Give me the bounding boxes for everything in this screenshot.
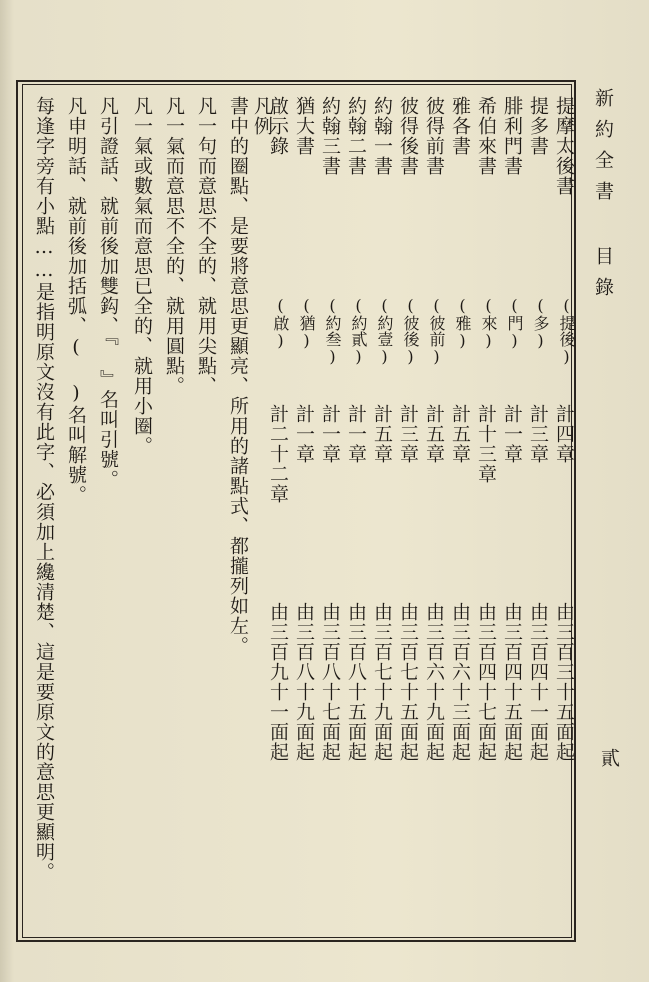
toc-page-range: 由三百八十七面起 — [319, 602, 341, 762]
toc-book-abbrev: (雅) — [453, 296, 472, 350]
toc-chapter-count: 計三章 — [397, 404, 419, 464]
notes-item: 凡申明話、就前後加括弧、( )名叫解號。 — [65, 96, 87, 505]
toc-chapter-count: 計十三章 — [475, 404, 497, 484]
toc-book-abbrev: (約叁) — [323, 296, 342, 366]
toc-book-name: 提多書 — [527, 96, 549, 156]
toc-book-name: 彼得前書 — [423, 96, 445, 176]
toc-page-range: 由三百六十三面起 — [449, 602, 471, 762]
notes-intro: 書中的圈點、是要將意思更顯亮、所用的諸點式、都攏列如左。 — [227, 96, 249, 656]
toc-chapter-count: 計四章 — [553, 404, 575, 464]
toc-book-name: 約翰二書 — [345, 96, 367, 176]
notes-item: 每逢字旁有小點……是指明原文沒有此字、必須加上纔清楚、這是要原文的意思更顯明。 — [33, 96, 55, 882]
toc-book-abbrev: (啟) — [271, 296, 290, 350]
toc-book-abbrev: (多) — [531, 296, 550, 350]
toc-book-abbrev: (彼前) — [427, 296, 446, 366]
side-title: 新約全書 目錄 — [592, 88, 614, 308]
toc-page-range: 由三百三十五面起 — [553, 602, 575, 762]
toc-book-abbrev: (約貳) — [349, 296, 368, 366]
notes-heading: 凡例 — [251, 96, 273, 136]
toc-chapter-count: 計二十二章 — [267, 404, 289, 504]
toc-book-name: 雅各書 — [449, 96, 471, 156]
notes-item: 凡引證話、就前後加雙鈎、『 』名叫引號。 — [97, 96, 119, 490]
toc-chapter-count: 計三章 — [527, 404, 549, 464]
toc-book-abbrev: (約壹) — [375, 296, 394, 366]
notes-item: 凡一句而意思不全的、就用尖點、 — [195, 96, 217, 396]
toc-chapter-count: 計五章 — [449, 404, 471, 464]
toc-book-abbrev: (彼後) — [401, 296, 420, 366]
toc-chapter-count: 計五章 — [423, 404, 445, 464]
toc-page-range: 由三百四十七面起 — [475, 602, 497, 762]
notes-item: 凡一氣或數氣而意思已全的、就用小圈。 — [131, 96, 153, 456]
toc-page-range: 由三百八十九面起 — [293, 602, 315, 762]
toc-book-name: 希伯來書 — [475, 96, 497, 176]
toc-book-abbrev: (提後) — [557, 296, 576, 366]
toc-book-name: 提摩太後書 — [553, 96, 575, 196]
toc-chapter-count: 計一章 — [293, 404, 315, 464]
toc-page-range: 由三百七十五面起 — [397, 602, 419, 762]
toc-page-range: 由三百八十五面起 — [345, 602, 367, 762]
toc-chapter-count: 計一章 — [345, 404, 367, 464]
toc-page-range: 由三百六十九面起 — [423, 602, 445, 762]
toc-book-abbrev: (來) — [479, 296, 498, 350]
toc-book-name: 約翰一書 — [371, 96, 393, 176]
toc-book-name: 彼得後書 — [397, 96, 419, 176]
toc-book-name: 約翰三書 — [319, 96, 341, 176]
toc-book-name: 啟示錄 — [267, 96, 289, 156]
toc-page-range: 由三百九十一面起 — [267, 602, 289, 762]
toc-book-abbrev: (門) — [505, 296, 524, 350]
toc-book-abbrev: (猶) — [297, 296, 316, 350]
toc-book-name: 腓利門書 — [501, 96, 523, 176]
toc-book-name: 猶大書 — [293, 96, 315, 156]
toc-chapter-count: 計五章 — [371, 404, 393, 464]
toc-chapter-count: 計一章 — [319, 404, 341, 464]
toc-chapter-count: 計一章 — [501, 404, 523, 464]
toc-page-range: 由三百七十九面起 — [371, 602, 393, 762]
side-page-number: 貳 — [598, 748, 620, 767]
toc-page-range: 由三百四十一面起 — [527, 602, 549, 762]
toc-page-range: 由三百四十五面起 — [501, 602, 523, 762]
notes-item: 凡一氣而意思不全的、就用圓點。 — [163, 96, 185, 396]
